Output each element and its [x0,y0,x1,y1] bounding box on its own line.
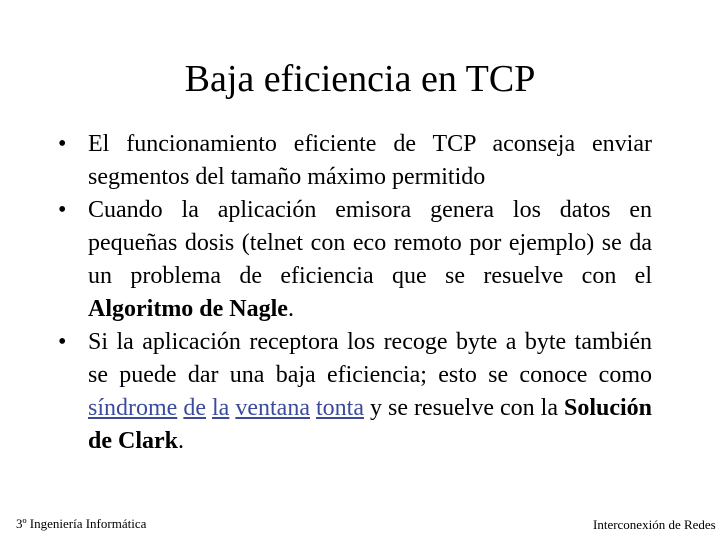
silly-window-syndrome-link-word[interactable]: tonta [316,395,364,421]
bullet-text: Si la aplicación receptora los recoge byte a byte también se puede dar una baja eficiencia; esto se conoce como [88,329,652,388]
bullet-item-2 [58,194,652,326]
silly-window-syndrome-link-word[interactable]: síndrome [88,395,178,421]
bullet-text-middle: y se resuelve con la [364,395,564,421]
silly-window-syndrome-link-word[interactable]: ventana [235,395,310,421]
bullet-text: Cuando la aplicación emisora genera los datos en pequeñas dosis (telnet con eco remoto por ejemplo) se da un problema de eficiencia que se resuelve con el [88,197,652,289]
bullet-list [58,128,652,458]
bullet-dot-icon: • [58,197,67,223]
bullet-text-end: . [287,296,294,322]
slide-title: Baja eficiencia en TCP [184,58,536,100]
clark-solution-term: Solución de Clark [88,395,653,454]
bullet-text-end: . [178,428,184,454]
bullet-text: El funcionamiento eficiente de TCP aconseja enviar segmentos del tamaño máximo permitido [88,131,652,190]
nagle-algorithm-term: Algoritmo de Nagle [88,296,288,322]
footer-course: 3º Ingeniería Informática [16,516,147,531]
bullet-item-3 [58,326,652,458]
footer-subject: Interconexión de Redes [593,517,716,532]
bullet-item-1 [58,128,652,194]
silly-window-syndrome-link-word[interactable]: la [212,395,230,421]
bullet-dot-icon: • [58,329,67,355]
silly-window-syndrome-link-word[interactable]: de [183,395,206,421]
bullet-dot-icon: • [58,131,67,157]
